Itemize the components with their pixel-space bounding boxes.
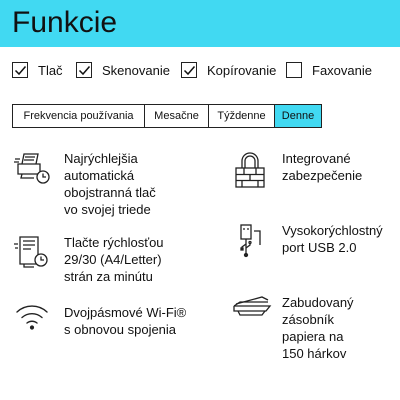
- checkbox-box[interactable]: [76, 62, 92, 78]
- feature-wifi: [14, 304, 214, 344]
- feature-fast-duplex: [14, 150, 199, 225]
- frequency-label: Frekvencia používania: [13, 105, 145, 127]
- checkbox-label: Skenovanie: [102, 62, 170, 78]
- wifi-icon: [14, 304, 50, 332]
- checkmark-icon: [183, 64, 196, 77]
- function-checkbox-row: [0, 56, 400, 84]
- feature-text: Zabudovaný zásobník papiera na 150 hárkov: [282, 295, 354, 361]
- feature-usb: [232, 222, 397, 267]
- usb-port-icon: [232, 222, 268, 258]
- checkbox-scan[interactable]: [76, 61, 170, 79]
- checkbox-box[interactable]: [12, 62, 28, 78]
- print-speed-icon: [14, 234, 50, 270]
- checkbox-box[interactable]: [286, 62, 302, 78]
- feature-text: Tlačte rýchlosťou 29/30 (A4/Letter) strán za minútu: [64, 235, 164, 284]
- feature-text: Najrýchlejšia automatická obojstranná tlač vo svojej triede: [64, 151, 156, 217]
- feature-text: Integrované zabezpečenie: [282, 151, 363, 183]
- checkbox-fax[interactable]: [286, 61, 372, 79]
- header-bar: [0, 0, 400, 47]
- page-title: Funkcie: [12, 6, 118, 39]
- checkbox-label: Tlač: [38, 62, 63, 78]
- checkbox-label: Faxovanie: [312, 62, 372, 78]
- usage-frequency-selector: [12, 104, 322, 128]
- feature-text: Vysokorýchlostný port USB 2.0: [282, 223, 383, 255]
- feature-security: [232, 150, 397, 195]
- frequency-option-weekly[interactable]: Týždenne: [209, 105, 275, 127]
- security-lock-icon: [232, 150, 268, 190]
- feature-paper-tray: [232, 294, 397, 366]
- feature-text: Dvojpásmové Wi-Fi® s obnovou spojenia: [64, 305, 187, 337]
- checkbox-copy[interactable]: [181, 61, 276, 79]
- checkbox-box[interactable]: [181, 62, 197, 78]
- feature-print-speed: [14, 234, 199, 289]
- checkmark-icon: [78, 64, 91, 77]
- checkmark-icon: [14, 64, 27, 77]
- frequency-option-daily[interactable]: Denne: [275, 105, 321, 127]
- fast-duplex-printing-icon: [14, 150, 52, 186]
- frequency-option-monthly[interactable]: Mesačne: [145, 105, 209, 127]
- paper-tray-icon: [232, 294, 272, 320]
- checkbox-label: Kopírovanie: [207, 62, 277, 78]
- checkbox-print[interactable]: [12, 61, 63, 79]
